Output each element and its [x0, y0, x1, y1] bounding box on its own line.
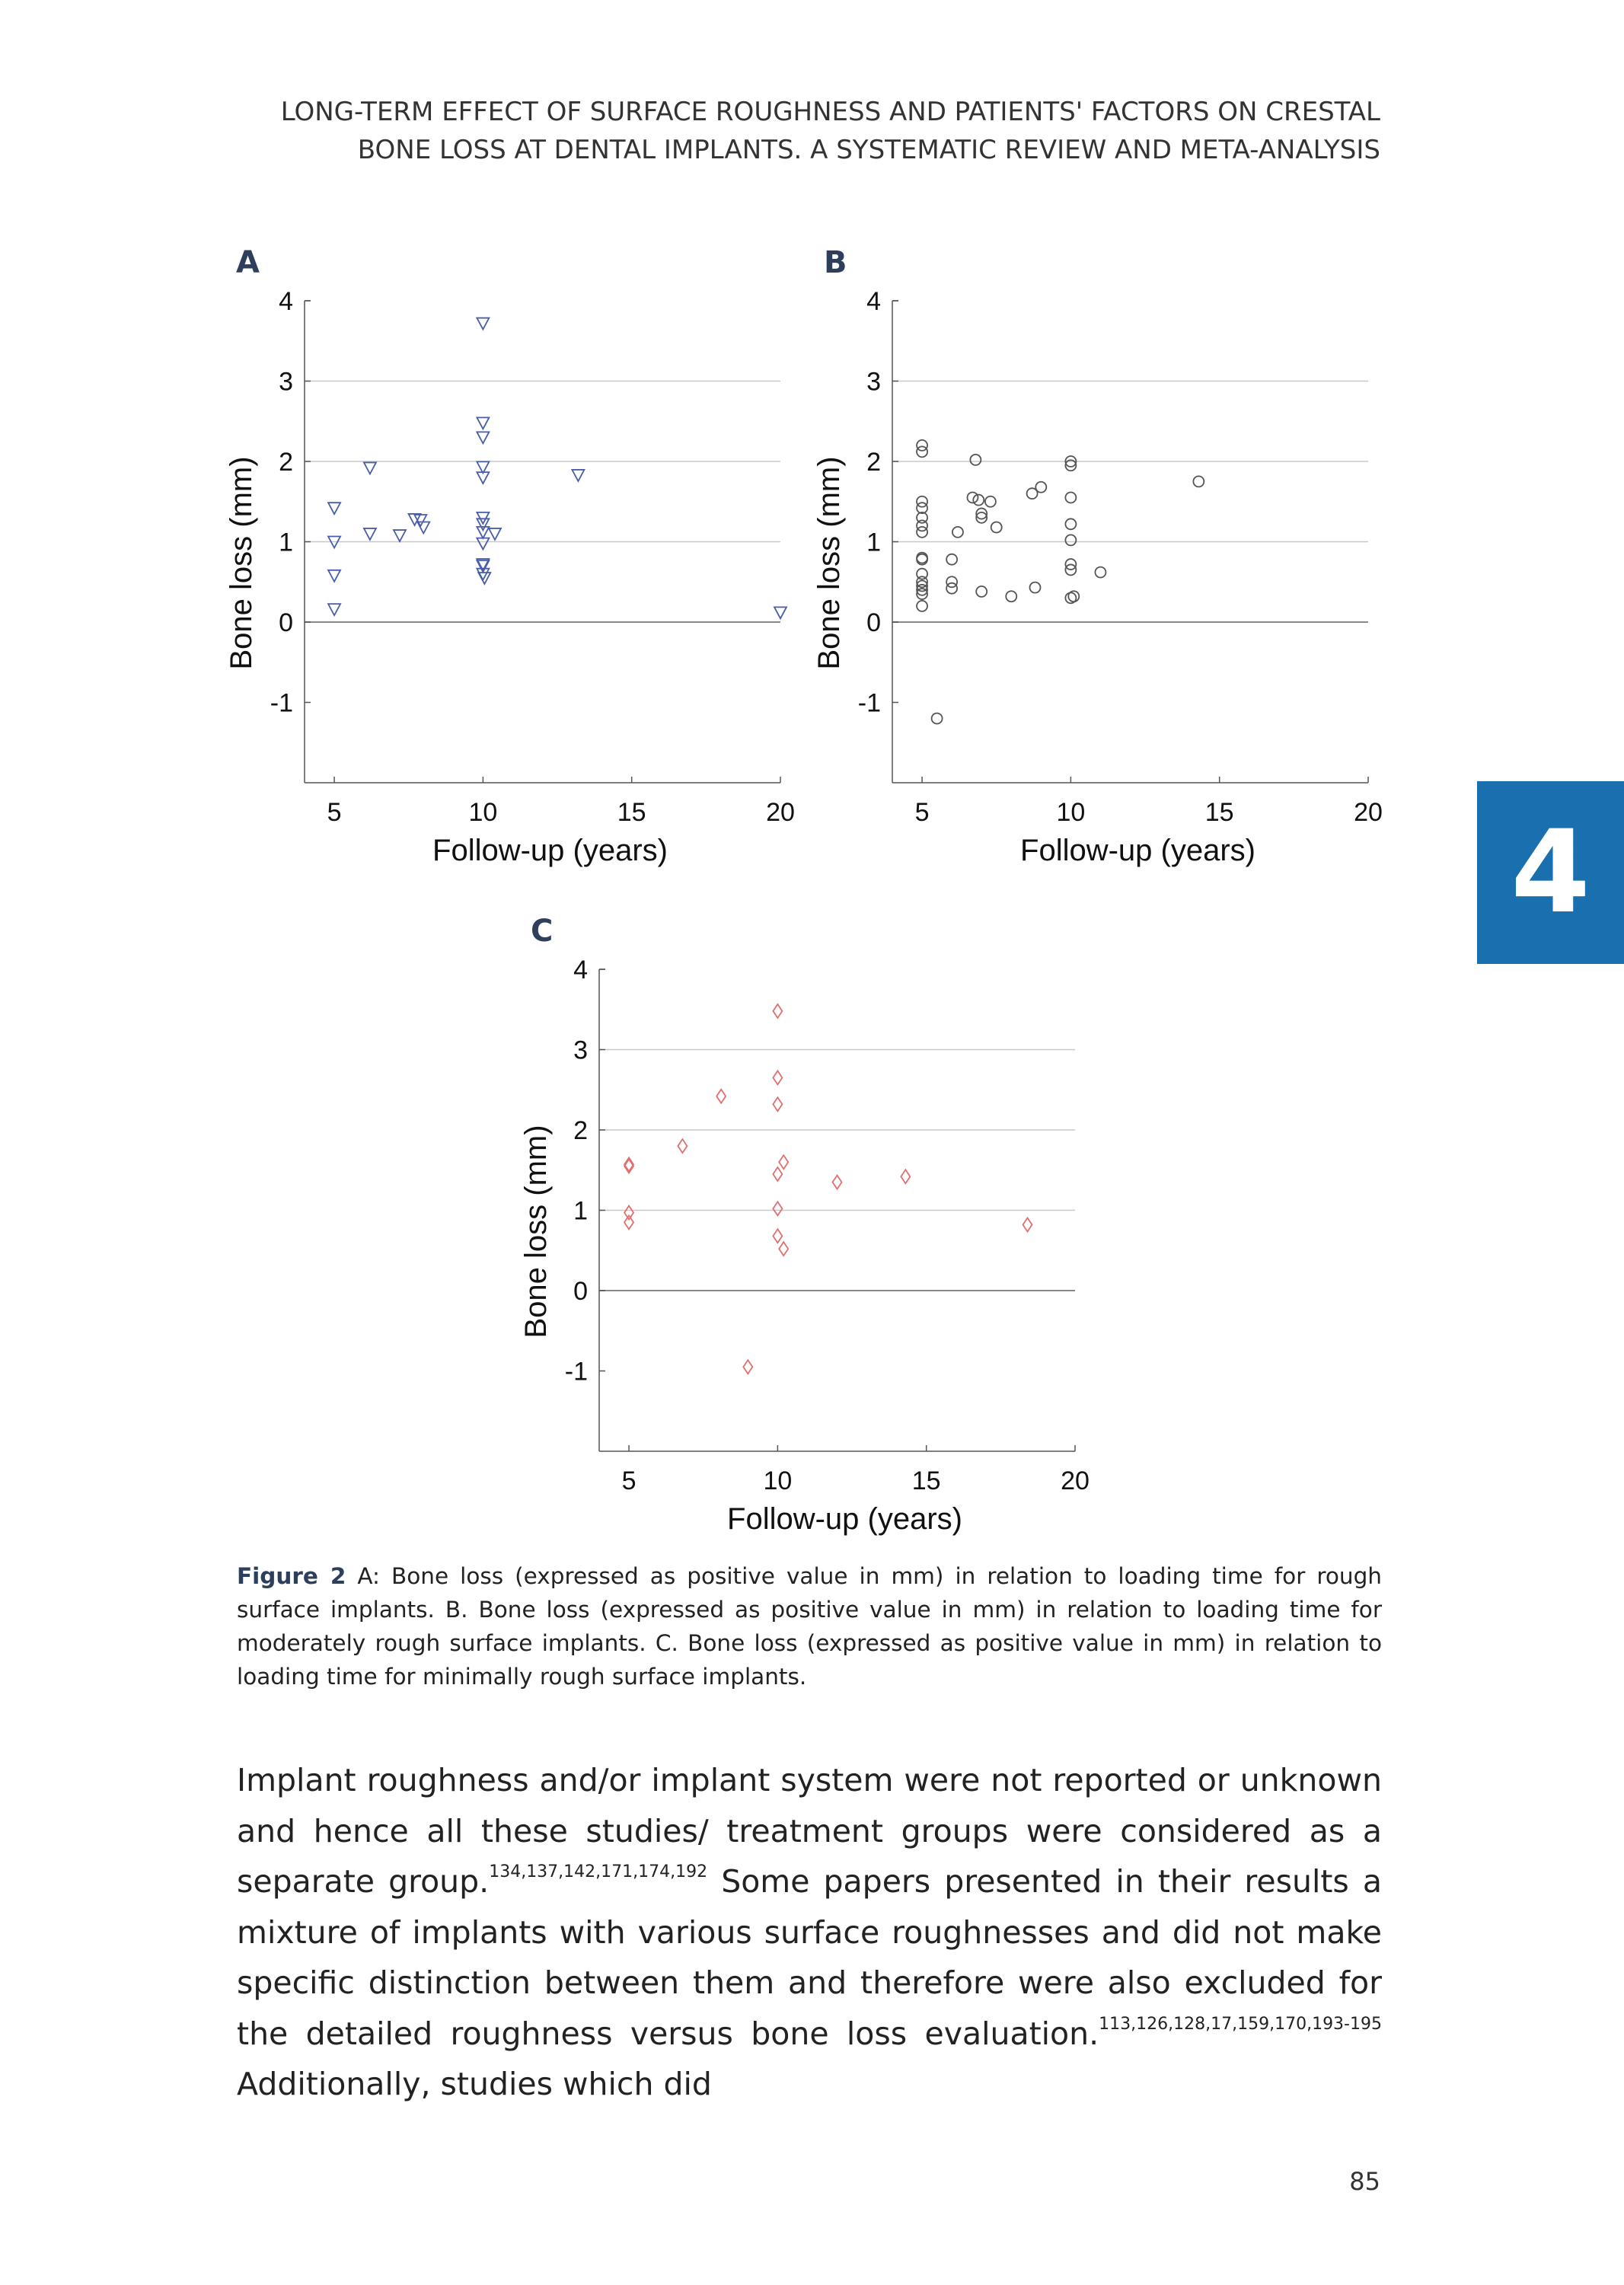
y-tick-label: 4 [573, 956, 588, 985]
x-axis-label: Follow-up (years) [727, 1502, 962, 1536]
data-point [917, 601, 927, 611]
y-tick-label: 4 [279, 287, 293, 316]
data-point [774, 607, 786, 618]
x-tick-label: 15 [911, 1466, 941, 1495]
data-point [967, 492, 978, 503]
y-tick-label: 4 [866, 287, 881, 316]
data-point [1006, 591, 1016, 602]
data-point [901, 1170, 910, 1183]
x-tick-label: 5 [327, 798, 342, 827]
y-tick-label: 1 [573, 1196, 588, 1226]
data-point [773, 1004, 782, 1018]
data-point [489, 528, 501, 540]
figure-caption [237, 1559, 1382, 1693]
page-number: 85 [1349, 2167, 1380, 2196]
x-axis-label: Follow-up (years) [432, 834, 668, 867]
data-point [477, 417, 489, 429]
y-tick-label: 1 [866, 528, 881, 557]
data-point [328, 604, 340, 615]
y-axis-label: Bone loss (mm) [519, 1125, 553, 1339]
citation-refs-1: 134,137,142,171,174,192 [489, 1862, 708, 1881]
y-tick-label: -1 [857, 688, 881, 718]
chart-panel-a [225, 236, 799, 883]
y-tick-label: 3 [279, 367, 293, 397]
data-point [946, 554, 957, 565]
data-point [716, 1090, 726, 1103]
y-tick-label: 2 [866, 448, 881, 477]
y-tick-label: 1 [279, 528, 293, 557]
figure-label: Figure 2 [237, 1563, 346, 1589]
data-point [1193, 476, 1204, 487]
y-tick-label: 0 [279, 608, 293, 637]
panel-letter-c: C [531, 914, 554, 949]
data-point [917, 440, 927, 451]
x-tick-label: 10 [1056, 798, 1086, 827]
data-point [946, 576, 957, 587]
data-point [970, 455, 981, 465]
data-point [394, 530, 406, 541]
y-tick-label: 0 [573, 1277, 588, 1306]
chapter-tab: 4 [1477, 781, 1624, 964]
data-point [991, 522, 1002, 533]
data-point [1030, 582, 1041, 593]
data-point [477, 432, 489, 443]
data-point [779, 1155, 788, 1169]
x-tick-label: 20 [766, 798, 795, 827]
data-point [1095, 567, 1106, 578]
data-point [572, 470, 584, 481]
data-point [1035, 482, 1046, 493]
data-point [917, 527, 927, 538]
x-tick-label: 20 [1354, 798, 1383, 827]
y-tick-label: 0 [866, 608, 881, 637]
data-point [328, 570, 340, 582]
figure-caption-text: A: Bone loss (expressed as positive value in mm) in relation to loading time for rough surface implants. B. Bone loss (expressed as positive value in mm) in relation to loading time for moderately rough surface implants. C. Bone loss (expressed as positive value in mm) in relation to loading time for minimally rough surface implants. [237, 1563, 1382, 1690]
data-point [833, 1176, 842, 1189]
citation-refs-2: 113,126,128,17,159,170,193-195 [1099, 2014, 1382, 2034]
x-tick-label: 10 [763, 1466, 793, 1495]
data-point [477, 318, 489, 330]
data-point [364, 462, 376, 474]
data-point [773, 1202, 782, 1215]
y-tick-label: -1 [564, 1357, 588, 1387]
data-point [477, 527, 489, 538]
x-tick-label: 5 [621, 1466, 637, 1495]
chart-panel-b [812, 236, 1387, 883]
data-point [773, 1167, 782, 1181]
panel-letter-b: B [824, 245, 847, 280]
data-point [678, 1139, 687, 1153]
data-point [952, 527, 963, 538]
y-tick-label: -1 [270, 688, 293, 718]
data-point [477, 461, 489, 473]
x-tick-label: 10 [468, 798, 498, 827]
x-tick-label: 5 [914, 798, 930, 827]
data-point [917, 520, 927, 531]
x-tick-label: 20 [1061, 1466, 1090, 1495]
y-tick-label: 2 [573, 1116, 588, 1145]
y-axis-label: Bone loss (mm) [812, 456, 846, 670]
body-text-3: Additionally, studies which did [237, 2066, 712, 2102]
body-paragraph [237, 1755, 1382, 2110]
y-axis-label: Bone loss (mm) [225, 456, 258, 670]
x-tick-label: 15 [1204, 798, 1234, 827]
data-point [1068, 591, 1079, 602]
data-point [1065, 492, 1076, 503]
body-text-2: Some papers presented in their results a mixture of implants with various surface roughnesses and did not make specific distinction between them and therefore were also excluded for the detailed roughness versus bone loss evaluation. [237, 1863, 1382, 2052]
data-point [917, 446, 927, 457]
data-point [624, 1215, 633, 1229]
x-tick-label: 15 [617, 798, 646, 827]
y-tick-label: 3 [573, 1036, 588, 1065]
panel-letter-a: A [236, 245, 260, 280]
data-point [477, 538, 489, 550]
body-text-1: Implant roughness and/or implant system were not reported or unknown and hence all these studies/ treatment groups were considered as a separate group. [237, 1762, 1382, 1900]
data-point [773, 1071, 782, 1084]
data-point [1023, 1217, 1032, 1231]
x-axis-label: Follow-up (years) [1020, 834, 1255, 867]
data-point [946, 583, 957, 594]
data-point [414, 515, 426, 526]
running-header-line-1: LONG-TERM EFFECT OF SURFACE ROUGHNESS AND PATIENTS' FACTORS ON CRESTAL [280, 97, 1380, 127]
data-point [773, 1229, 782, 1243]
running-header-line-2: BONE LOSS AT DENTAL IMPLANTS. A SYSTEMATIC REVIEW AND META-ANALYSIS [357, 135, 1380, 165]
data-point [985, 496, 996, 507]
data-point [624, 1206, 633, 1220]
data-point [932, 713, 943, 724]
running-header [86, 93, 1380, 169]
data-point [1065, 535, 1076, 545]
chart-panel-c [519, 905, 1094, 1552]
data-point [976, 586, 987, 597]
data-point [779, 1242, 788, 1256]
data-point [917, 496, 927, 507]
y-tick-label: 2 [279, 448, 293, 477]
data-point [1065, 519, 1076, 529]
data-point [973, 495, 984, 506]
data-point [364, 528, 376, 540]
data-point [328, 503, 340, 514]
data-point [773, 1097, 782, 1111]
y-tick-label: 3 [866, 367, 881, 397]
data-point [743, 1360, 752, 1374]
